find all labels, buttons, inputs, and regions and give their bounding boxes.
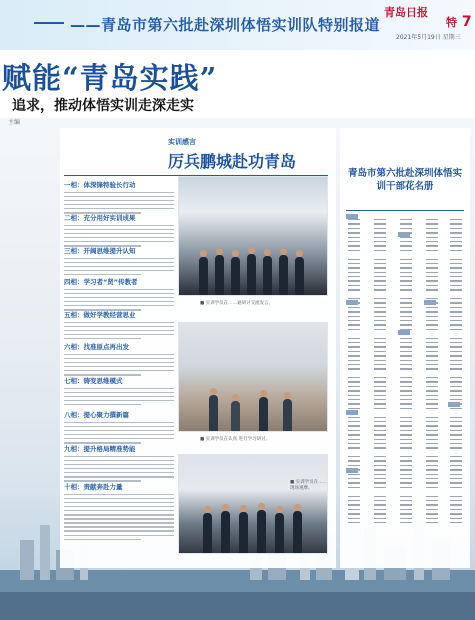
banner-title: ——青岛市第六批赴深圳体悟实训队特别报道	[70, 16, 381, 34]
article-paragraph	[64, 453, 174, 482]
photo-caption-1: ■ 实训学员在……通研讨交流发言。	[200, 301, 274, 306]
banner-dash	[34, 22, 64, 24]
article-photo-2	[178, 322, 328, 432]
photo-caption-2: ■ 实训学员在认真 进行学习研讨。	[200, 437, 271, 442]
article-kicker: 实训感言	[168, 138, 196, 146]
article-section-heading: 一相：体深锋特验长行动	[64, 181, 136, 189]
article-section-heading: 十相：责献奔赴力量	[64, 483, 123, 491]
article-section-heading: 五相：做好学教经营思业	[64, 311, 136, 319]
article-photo-1	[178, 176, 328, 296]
article-paragraph	[64, 419, 174, 444]
roster-name-column	[374, 216, 390, 523]
roster-title-rule	[346, 210, 464, 211]
article-photo-3	[178, 454, 328, 554]
article-section-heading: 七相：铸变思维模式	[64, 377, 123, 385]
article-section-heading: 三相：开阔思维提升认知	[64, 247, 136, 255]
roster-name-column	[400, 216, 416, 523]
article-section-heading: 四相：学习者“贤”传教者	[64, 278, 138, 286]
page-number-value: 7	[461, 14, 472, 30]
editor-credit: 主编	[8, 119, 21, 126]
article-section-heading: 九相：提升格局精准势能	[64, 445, 136, 453]
roster-name-column	[348, 216, 364, 523]
photo-caption-3: ■ 实训学员在……现场观摩。	[290, 480, 328, 491]
article-paragraph	[64, 189, 174, 214]
article-paragraph	[64, 286, 174, 311]
article-section-heading: 二相：充分用好实训成果	[64, 214, 136, 222]
article-paragraph	[64, 255, 174, 275]
main-headline: 赋能“青岛实践”	[2, 61, 218, 95]
article-title: 厉兵鹏城赴功青岛	[168, 152, 297, 171]
article-paragraph	[64, 385, 174, 405]
article-paragraph	[64, 319, 174, 339]
article-section-heading: 六相：找准原点再出发	[64, 343, 129, 351]
roster-title: 青岛市第六批赴深圳体悟实训干部花名册	[347, 168, 462, 192]
article-paragraph	[64, 491, 174, 540]
page-label: 特	[446, 16, 457, 29]
sub-headline: 追求，推动体悟实训走深走实	[12, 98, 194, 114]
article-section-heading: 八相：提心聚力撰新篇	[64, 411, 129, 419]
roster-name-column	[450, 216, 466, 523]
roster-name-column	[426, 216, 442, 523]
page-date: 2021年5月19日 星期三	[396, 34, 461, 41]
article-paragraph	[64, 222, 174, 247]
article-paragraph	[64, 351, 174, 376]
newspaper-logo: 青岛日报	[384, 6, 428, 19]
page-number	[446, 14, 472, 30]
